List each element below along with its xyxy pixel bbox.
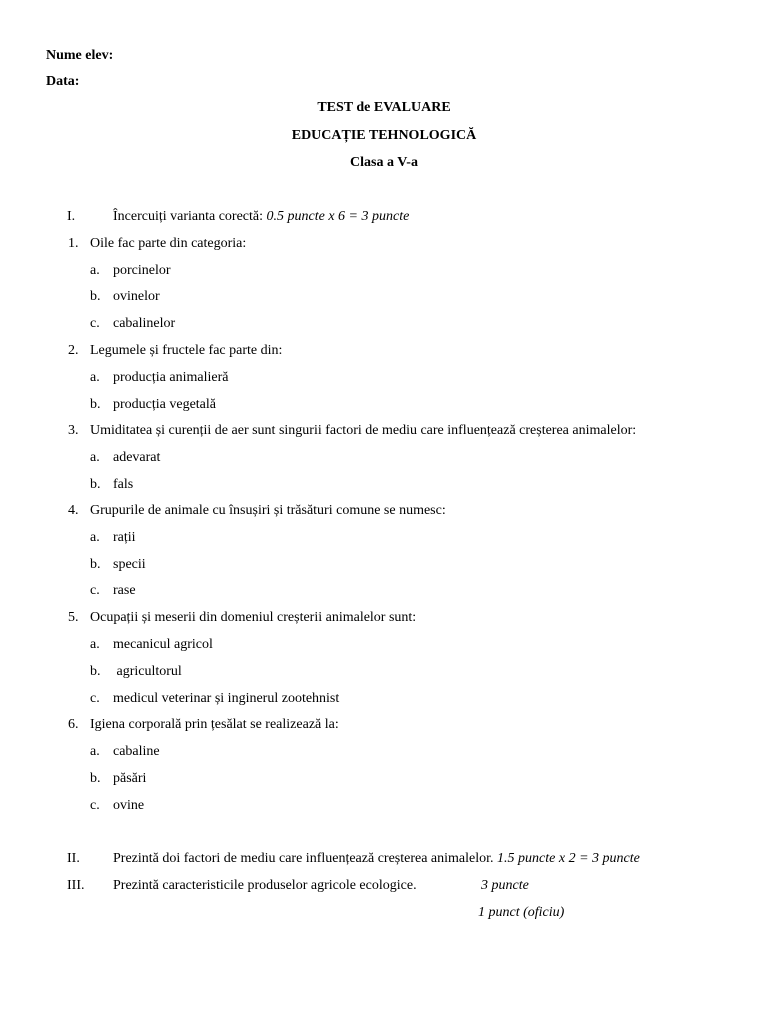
option-letter: a. (90, 637, 100, 652)
section-3-text: Prezintă caracteristicile produselor agricole ecologice. (113, 878, 417, 893)
option-text: ovinelor (113, 289, 160, 304)
section-1-numeral: I. (67, 209, 76, 224)
option-letter: b. (90, 289, 101, 304)
option-letter: c. (90, 316, 100, 331)
option-letter: b. (90, 397, 101, 412)
section-2-heading (113, 851, 640, 867)
option-letter: a. (90, 530, 100, 545)
section-1-points: 0.5 puncte x 6 = 3 puncte (266, 209, 410, 224)
question-text: Legumele și fructele fac parte din: (90, 343, 283, 358)
section-1-instruction: Încercuiți varianta corectă: (113, 209, 264, 224)
section-1-heading (113, 209, 409, 225)
test-title: TEST de EVALUARE (317, 100, 451, 115)
question-number: 6. (68, 717, 79, 732)
option-letter: b. (90, 477, 101, 492)
question-number: 5. (68, 610, 79, 625)
option-text: porcinelor (113, 263, 171, 278)
section-2-points: 1.5 puncte x 2 = 3 puncte (497, 851, 640, 866)
option-text: agricultorul (113, 664, 182, 679)
class-title: Clasa a V-a (350, 155, 418, 170)
option-text: cabaline (113, 744, 160, 759)
option-text: medicul veterinar și inginerul zootehnist (113, 691, 340, 706)
subject-title: EDUCAȚIE TEHNOLOGICĂ (291, 128, 477, 143)
option-letter: c. (90, 583, 100, 598)
option-letter: b. (90, 771, 101, 786)
option-letter: a. (90, 263, 100, 278)
option-text: fals (113, 477, 134, 492)
option-text: ovine (113, 798, 145, 813)
question-number: 1. (68, 236, 79, 251)
option-text: rații (113, 530, 136, 545)
option-text: producția animalieră (113, 370, 229, 385)
option-letter: c. (90, 691, 100, 706)
section-2-numeral: II. (67, 851, 80, 866)
student-name-label: Nume elev: (46, 48, 114, 63)
option-text: specii (113, 557, 146, 572)
option-text: adevarat (113, 450, 161, 465)
question-text: Igiena corporală prin țesălat se realizează la: (90, 717, 339, 732)
section-3-numeral: III. (67, 878, 85, 893)
option-text: păsări (113, 771, 147, 786)
option-letter: b. (90, 664, 101, 679)
option-text: rase (113, 583, 136, 598)
question-number: 4. (68, 503, 79, 518)
question-text: Ocupații și meserii din domeniul creșterii animalelor sunt: (90, 610, 417, 625)
option-letter: b. (90, 557, 101, 572)
option-text: cabalinelor (113, 316, 176, 331)
question-text: Oile fac parte din categoria: (90, 236, 247, 251)
option-text: mecanicul agricol (113, 637, 213, 652)
option-letter: c. (90, 798, 100, 813)
question-number: 2. (68, 343, 79, 358)
office-points: 1 punct (oficiu) (478, 905, 565, 920)
section-3-points: 3 puncte (481, 878, 529, 893)
option-letter: a. (90, 450, 100, 465)
question-text: Grupurile de animale cu însușiri și trăsături comune se numesc: (90, 503, 446, 518)
date-label: Data: (46, 74, 80, 89)
option-letter: a. (90, 370, 100, 385)
option-text: producția vegetală (113, 397, 217, 412)
question-text: Umiditatea și curenții de aer sunt singurii factori de mediu care influențează creșterea animalelor: (90, 423, 637, 438)
section-2-text: Prezintă doi factori de mediu care influențează creșterea animalelor. (113, 851, 494, 866)
option-letter: a. (90, 744, 100, 759)
question-number: 3. (68, 423, 79, 438)
